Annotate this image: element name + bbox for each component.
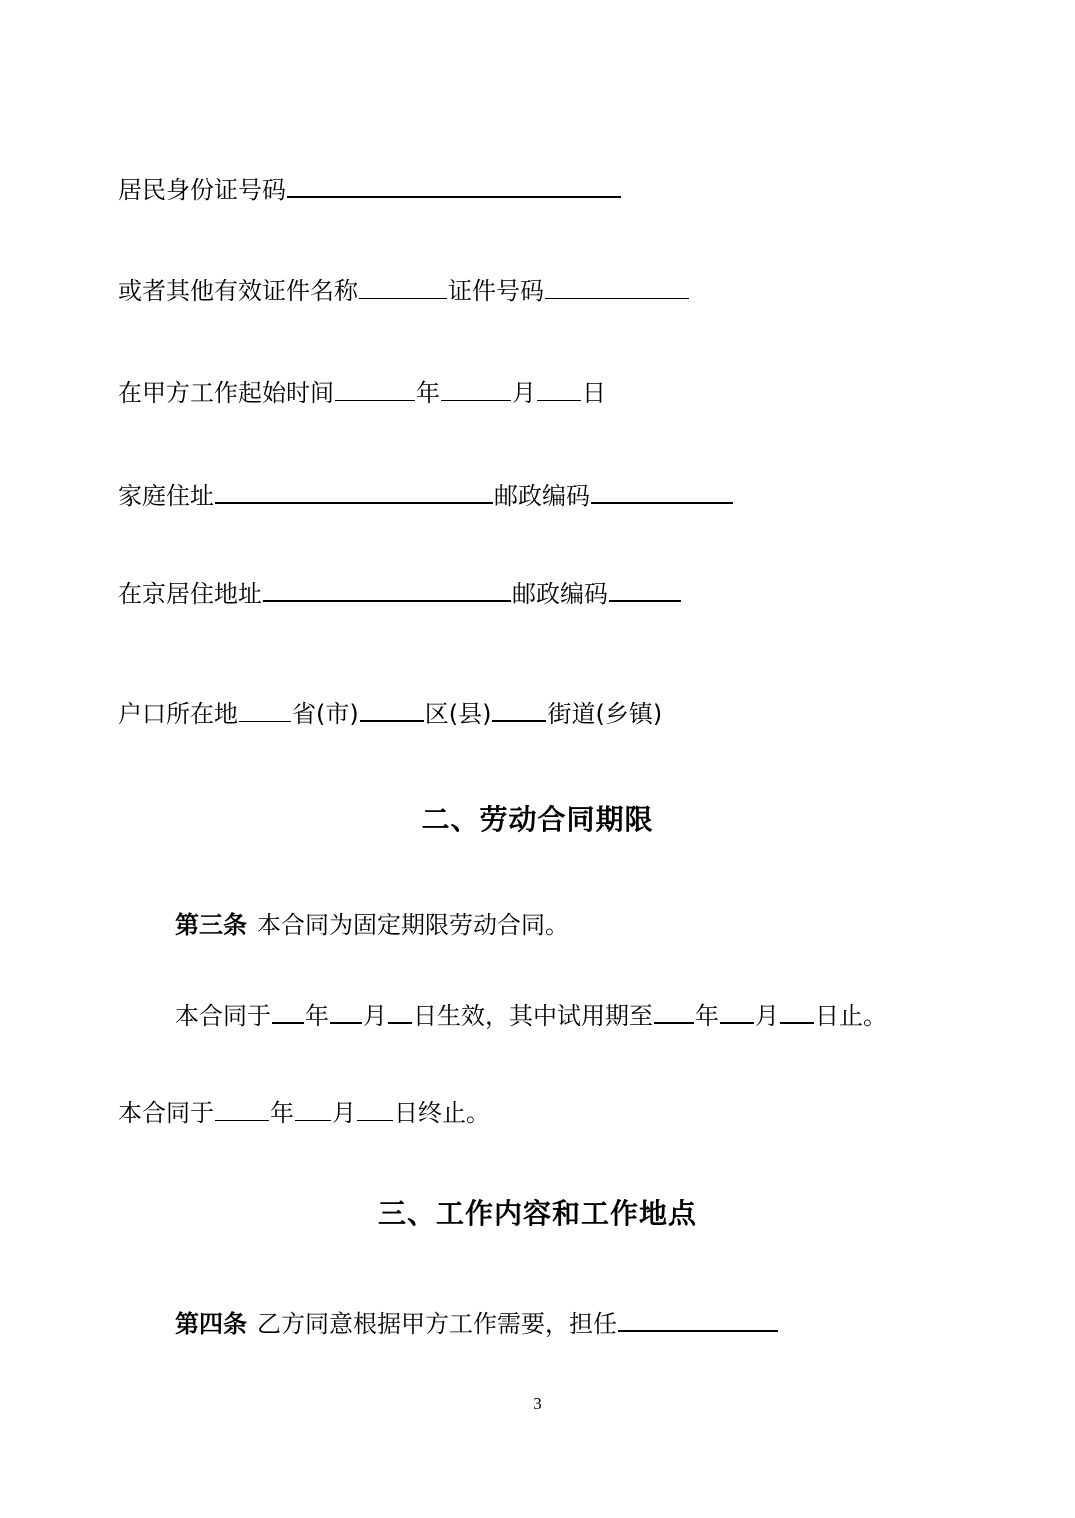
effective-month-blank[interactable] (330, 998, 362, 1024)
article3-label: 第三条 (175, 911, 247, 939)
page-number: 3 (533, 1394, 542, 1413)
section2-heading: 二、劳动合同期限 (421, 803, 654, 836)
start-year-label: 年 (416, 379, 440, 407)
hukou-label: 户口所在地 (118, 700, 238, 728)
cert-number-blank[interactable] (545, 274, 689, 299)
article4-row (175, 1306, 779, 1341)
termination-prefix: 本合同于 (118, 1099, 214, 1127)
start-day-label: 日 (582, 379, 606, 407)
termination-month-blank[interactable] (295, 1096, 331, 1121)
article4-label: 第四条 (175, 1310, 247, 1338)
start-month-label: 月 (512, 379, 536, 407)
start-year-blank[interactable] (335, 376, 415, 401)
hukou-province-blank[interactable] (239, 697, 291, 722)
probation-month-blank[interactable] (720, 998, 754, 1024)
effective-end: 日止。 (815, 1002, 887, 1030)
effective-prefix: 本合同于 (175, 1002, 271, 1030)
effective-mid: 日生效，其中试用期至 (413, 1002, 653, 1030)
section3-heading: 三、工作内容和工作地点 (377, 1197, 697, 1230)
article4-text: 乙方同意根据甲方工作需要，担任 (257, 1310, 617, 1338)
termination-end: 日终止。 (394, 1099, 490, 1127)
termination-year-label: 年 (270, 1099, 294, 1127)
termination-date-row (118, 1096, 490, 1130)
probation-month-label: 月 (755, 1002, 779, 1030)
article3-row (175, 908, 569, 942)
beijing-address-row (118, 576, 682, 611)
probation-year-label: 年 (695, 1002, 719, 1030)
home-address-blank[interactable] (215, 478, 493, 504)
street-label: 街道(乡镇) (547, 700, 663, 728)
termination-month-label: 月 (332, 1099, 356, 1127)
home-postal-code-label: 邮政编码 (494, 482, 590, 510)
home-postal-code-blank[interactable] (591, 478, 733, 504)
id-number-label: 居民身份证号码 (118, 176, 286, 204)
beijing-postal-code-label: 邮政编码 (512, 580, 608, 608)
id-number-blank[interactable] (287, 172, 621, 198)
position-blank[interactable] (618, 1306, 778, 1332)
home-address-row (118, 478, 734, 513)
effective-date-row (175, 998, 887, 1033)
other-cert-name-blank[interactable] (359, 274, 447, 299)
start-month-blank[interactable] (441, 376, 511, 401)
beijing-address-label: 在京居住地址 (118, 580, 262, 608)
effective-month-label: 月 (363, 1002, 387, 1030)
start-day-blank[interactable] (537, 376, 581, 401)
other-cert-row (118, 274, 690, 308)
other-cert-name-label: 或者其他有效证件名称 (118, 277, 358, 305)
cert-number-label: 证件号码 (448, 277, 544, 305)
effective-year-blank[interactable] (272, 998, 304, 1024)
effective-year-label: 年 (305, 1002, 329, 1030)
probation-year-blank[interactable] (654, 998, 694, 1024)
start-time-row (118, 376, 606, 410)
district-label: 区(县) (424, 700, 492, 728)
termination-year-blank[interactable] (215, 1096, 269, 1121)
beijing-postal-code-blank[interactable] (609, 576, 681, 602)
hukou-district-blank[interactable] (360, 696, 424, 722)
hukou-street-blank[interactable] (492, 696, 546, 722)
effective-day-blank[interactable] (388, 998, 412, 1024)
termination-day-blank[interactable] (357, 1096, 393, 1121)
article3-text: 本合同为固定期限劳动合同。 (257, 911, 569, 939)
probation-day-blank[interactable] (780, 998, 814, 1024)
hukou-row (118, 696, 662, 731)
start-time-label: 在甲方工作起始时间 (118, 379, 334, 407)
province-label: 省(市) (292, 700, 359, 728)
id-number-row (118, 172, 622, 207)
home-address-label: 家庭住址 (118, 482, 214, 510)
beijing-address-blank[interactable] (263, 576, 511, 602)
